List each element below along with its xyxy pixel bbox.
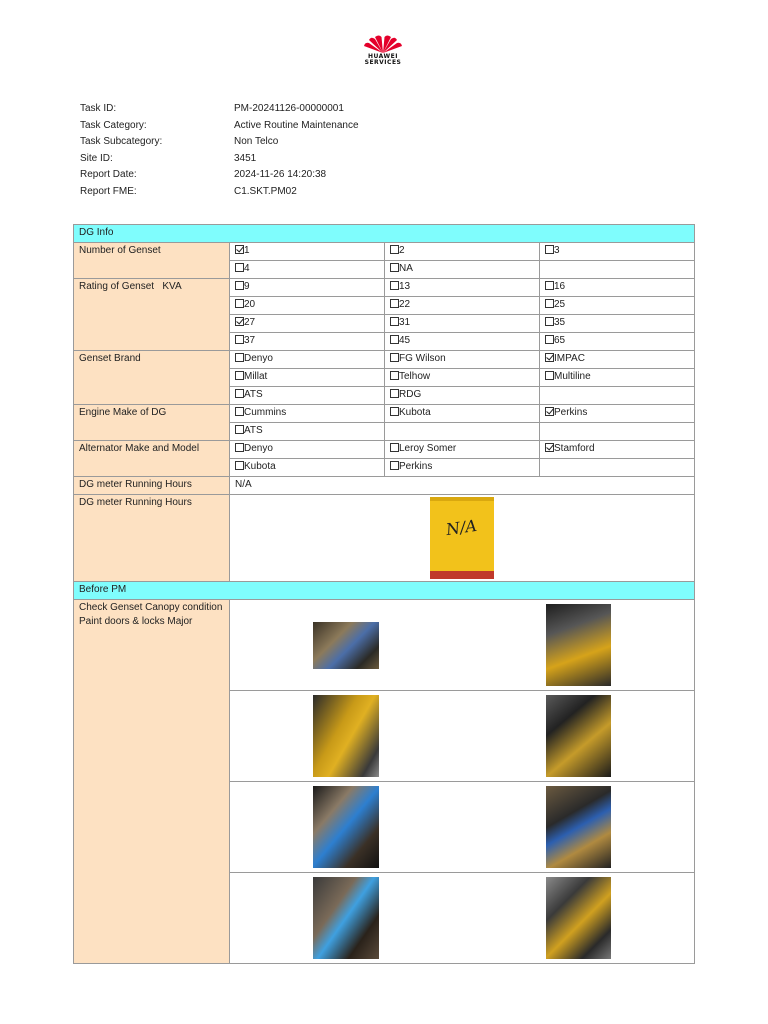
option-label: IMPAC [554, 353, 585, 364]
photo-row [230, 691, 695, 782]
label-check-genset-canopy: Check Genset Canopy condition Paint doors & locks Major [74, 600, 230, 964]
option-cell[interactable] [230, 405, 385, 423]
checkbox[interactable] [235, 353, 244, 362]
photo-pair [230, 782, 694, 872]
photo-slot [462, 786, 694, 868]
checkbox[interactable] [545, 245, 554, 254]
label-number-of-genset: Number of Genset [74, 243, 230, 279]
option-label: 22 [399, 299, 411, 310]
genset-photo[interactable] [546, 695, 611, 777]
option-label: Perkins [554, 407, 588, 418]
option-cell[interactable] [230, 351, 385, 369]
label-rating-of-genset: Rating of Genset KVA [74, 279, 230, 351]
checkbox[interactable] [235, 245, 244, 254]
meta-value: C1.SKT.PM02 [234, 185, 297, 197]
checkbox[interactable] [235, 407, 244, 416]
meta-row [80, 119, 534, 136]
checkbox[interactable] [235, 335, 244, 344]
photo-pair [230, 600, 694, 690]
checkbox[interactable] [235, 299, 244, 308]
option-label: ATS [244, 389, 263, 400]
option-label: 16 [554, 281, 566, 292]
option-cell[interactable] [385, 459, 540, 477]
meta-key: Task Category: [80, 119, 147, 131]
option-label: Kubota [399, 407, 431, 418]
option-cell[interactable] [385, 279, 540, 297]
checkbox[interactable] [545, 371, 554, 380]
option-label: Denyo [244, 353, 273, 364]
option-cell[interactable] [540, 351, 695, 369]
option-label: ATS [244, 425, 263, 436]
option-label: 13 [399, 281, 411, 292]
section-dg-info: DG Info [74, 225, 695, 243]
checkbox[interactable] [545, 353, 554, 362]
genset-photo[interactable] [546, 877, 611, 959]
option-cell[interactable] [540, 279, 695, 297]
meter-photo[interactable] [430, 497, 494, 579]
empty-cell [540, 459, 695, 477]
meta-row [80, 152, 534, 169]
photo-slot [462, 604, 694, 686]
checkbox[interactable] [235, 371, 244, 380]
option-label: Stamford [554, 443, 595, 454]
option-cell[interactable] [230, 261, 385, 279]
running-hours-photo-cell [230, 495, 695, 582]
photo-row [230, 600, 695, 691]
checkbox[interactable] [390, 245, 399, 254]
meta-key: Report Date: [80, 169, 137, 181]
genset-photo[interactable] [313, 877, 379, 959]
option-cell[interactable] [385, 261, 540, 279]
checkbox[interactable] [390, 263, 399, 272]
meta-key: Report FME: [80, 185, 137, 197]
option-cell[interactable] [230, 333, 385, 351]
option-cell[interactable] [230, 387, 385, 405]
checkbox[interactable] [235, 461, 244, 470]
empty-cell [385, 423, 540, 441]
option-label: 31 [399, 317, 411, 328]
option-cell[interactable] [540, 297, 695, 315]
genset-photo[interactable] [546, 786, 611, 868]
checkbox[interactable] [390, 317, 399, 326]
checkbox[interactable] [235, 425, 244, 434]
option-cell[interactable] [230, 441, 385, 459]
checkbox[interactable] [235, 281, 244, 290]
photo-slot [230, 786, 462, 868]
option-label: 20 [244, 299, 256, 310]
option-label: FG Wilson [399, 353, 446, 364]
meta-value: Non Telco [234, 136, 279, 148]
checkbox[interactable] [390, 443, 399, 452]
option-label: Perkins [399, 461, 433, 472]
option-cell[interactable] [230, 243, 385, 261]
option-label: Denyo [244, 443, 273, 454]
option-label: 37 [244, 335, 256, 346]
task-meta [80, 102, 534, 202]
brand-line2: SERVICES [364, 59, 402, 66]
option-label: 27 [244, 317, 256, 328]
option-cell[interactable] [540, 405, 695, 423]
genset-photo[interactable] [313, 786, 379, 868]
option-label: 9 [244, 281, 250, 292]
option-label: 3 [554, 245, 560, 256]
label-engine-make: Engine Make of DG [74, 405, 230, 441]
meta-value: PM-20241126-00000001 [234, 103, 344, 114]
photo-slot [462, 877, 694, 959]
option-label: Telhow [399, 371, 431, 382]
genset-photo[interactable] [313, 622, 379, 669]
checkbox[interactable] [390, 461, 399, 470]
checkbox[interactable] [545, 407, 554, 416]
option-cell[interactable] [230, 279, 385, 297]
checkbox[interactable] [390, 371, 399, 380]
option-cell[interactable] [385, 315, 540, 333]
photo-row [230, 873, 695, 964]
label-alternator-make: Alternator Make and Model [74, 441, 230, 477]
checkbox[interactable] [390, 281, 399, 290]
option-label: 1 [244, 245, 250, 256]
option-label: Cummins [244, 407, 287, 418]
option-cell[interactable] [230, 315, 385, 333]
photo-edge [430, 497, 494, 501]
meta-row [80, 168, 534, 185]
meta-row [80, 135, 534, 152]
meta-key: Site ID: [80, 152, 113, 164]
option-cell[interactable] [230, 369, 385, 387]
photo-slot [230, 622, 462, 669]
meta-row [80, 185, 534, 202]
photo-pair [230, 691, 694, 781]
checkbox[interactable] [390, 389, 399, 398]
empty-cell [540, 423, 695, 441]
brand-line1: HUAWEI [367, 53, 399, 60]
checkbox[interactable] [235, 317, 244, 326]
checkbox[interactable] [545, 317, 554, 326]
empty-cell [540, 387, 695, 405]
photo-slot [230, 695, 462, 777]
checkbox[interactable] [545, 443, 554, 452]
option-cell[interactable] [385, 405, 540, 423]
genset-photo[interactable] [313, 695, 379, 777]
checkbox[interactable] [390, 335, 399, 344]
handwritten-note: N/A [444, 515, 479, 540]
photo-row [230, 782, 695, 873]
option-cell[interactable] [540, 315, 695, 333]
empty-cell [540, 261, 695, 279]
option-cell[interactable] [540, 243, 695, 261]
checkbox[interactable] [235, 263, 244, 272]
option-label: 25 [554, 299, 566, 310]
genset-photo[interactable] [546, 604, 611, 686]
photo-slot [230, 877, 462, 959]
option-cell[interactable] [385, 441, 540, 459]
checkbox[interactable] [235, 389, 244, 398]
section-before-pm: Before PM [74, 582, 695, 600]
option-label: RDG [399, 389, 422, 400]
option-cell[interactable] [385, 243, 540, 261]
photo-slot [462, 695, 694, 777]
option-label: 2 [399, 245, 405, 256]
checkbox[interactable] [545, 335, 554, 344]
checkbox[interactable] [235, 443, 244, 452]
option-cell[interactable] [385, 369, 540, 387]
option-cell[interactable] [385, 351, 540, 369]
label-genset-brand: Genset Brand [74, 351, 230, 405]
meta-value: Active Routine Maintenance [234, 119, 359, 131]
option-label: Leroy Somer [399, 443, 457, 454]
checkbox[interactable] [390, 407, 399, 416]
option-label: 4 [244, 263, 250, 274]
option-label: Millat [244, 371, 268, 382]
meta-value: 3451 [234, 152, 257, 164]
option-cell[interactable] [540, 333, 695, 351]
huawei-services-logo [352, 34, 414, 70]
photo-pair [230, 873, 694, 963]
option-label: Kubota [244, 461, 276, 472]
dg-report-table [73, 224, 695, 964]
option-label: 65 [554, 335, 566, 346]
meta-value: 2024-11-26 14:20:38 [234, 169, 327, 181]
option-cell[interactable] [540, 441, 695, 459]
checkbox[interactable] [545, 281, 554, 290]
checkbox[interactable] [545, 299, 554, 308]
running-hours-value: N/A [230, 477, 695, 495]
option-cell[interactable] [230, 297, 385, 315]
option-label: 45 [399, 335, 411, 346]
option-cell[interactable] [385, 333, 540, 351]
option-cell[interactable] [385, 387, 540, 405]
meta-row [80, 102, 534, 119]
label-running-hours: DG meter Running Hours [74, 477, 230, 495]
option-label: 35 [554, 317, 566, 328]
checkbox[interactable] [390, 353, 399, 362]
option-cell[interactable] [385, 297, 540, 315]
option-cell[interactable] [540, 369, 695, 387]
checkbox[interactable] [390, 299, 399, 308]
option-cell[interactable] [230, 423, 385, 441]
meta-key: Task ID: [80, 103, 117, 114]
photo-edge [430, 571, 494, 579]
option-label: Multiline [554, 371, 591, 382]
label-running-hours-photo: DG meter Running Hours [74, 495, 230, 582]
huawei-flower-icon [361, 34, 405, 54]
option-label: NA [399, 263, 413, 274]
option-cell[interactable] [230, 459, 385, 477]
meta-key: Task Subcategory: [80, 136, 163, 148]
